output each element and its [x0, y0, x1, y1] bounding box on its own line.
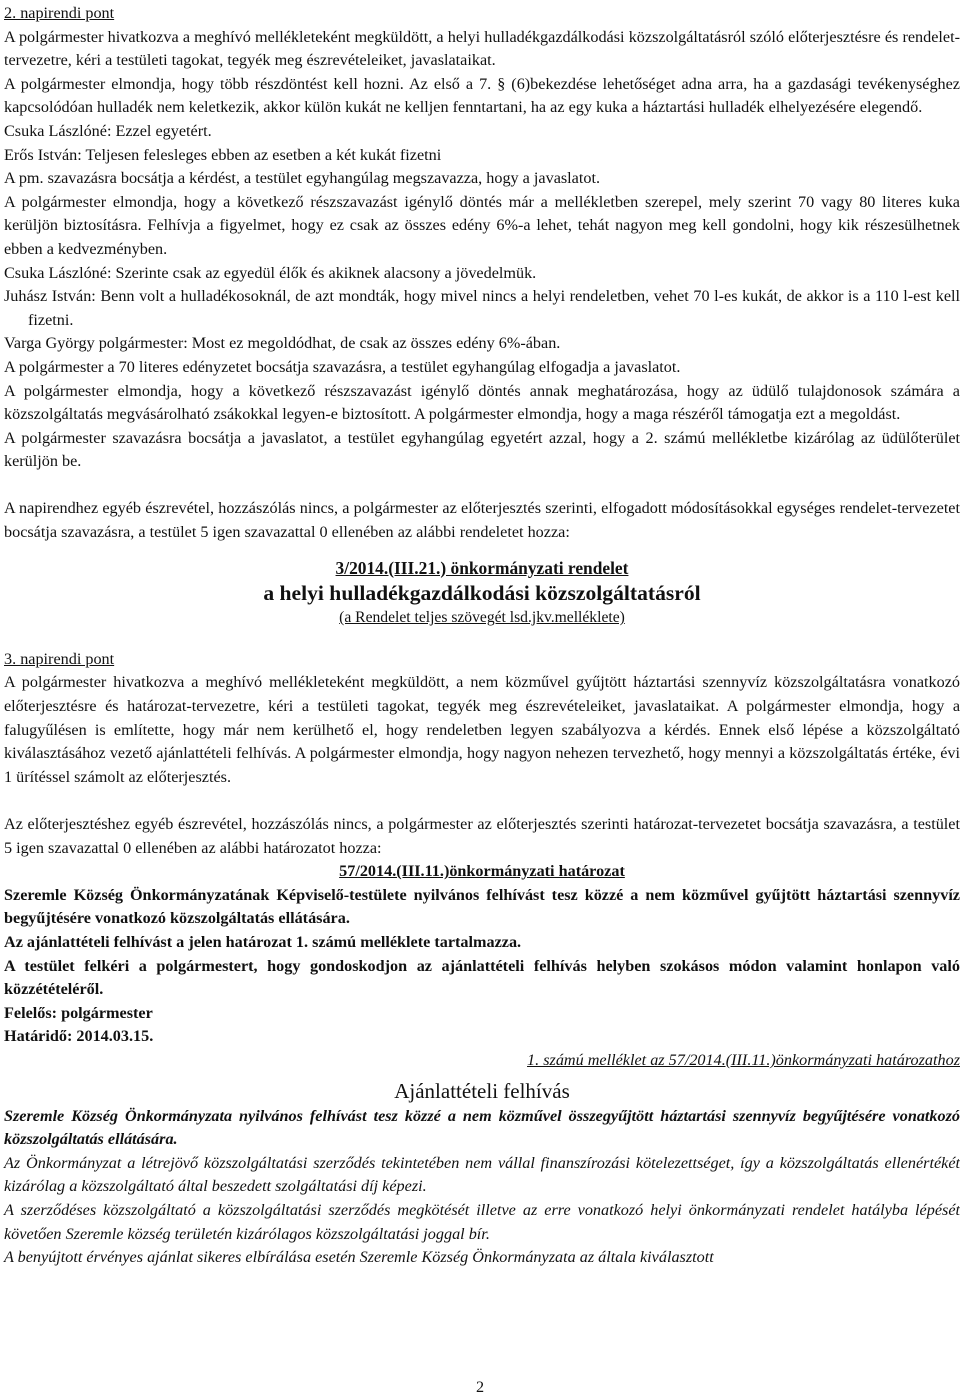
decree-note: (a Rendelet teljes szövegét lsd.jkv.melléklete): [339, 609, 625, 627]
paragraph: A polgármester hivatkozva a meghívó mellékleteként megküldött, a helyi hulladékgazdálkodási közszolgáltatásról szóló előterjesztésre és rendelet-tervezetre, kéri a testületi tagokat, tegyék meg észrevételeiket, javaslataikat.: [4, 27, 960, 70]
resolution-number: 57/2014.(III.11.)önkormányzati határozat: [339, 862, 625, 881]
deadline: Határidő: 2014.03.15.: [4, 1027, 154, 1046]
resolution-text: Szeremle Község Önkormányzatának Képviselő-testülete nyilvános felhívást tesz közzé a nem közművel gyűjtött háztartási szennyvíz begyűjtésére vonatkozó közszolgáltatás ellátására.: [4, 885, 960, 928]
annex-reference: 1. számú melléklet az 57/2014.(III.11.)önkormányzati határozathoz: [527, 1050, 960, 1069]
resolution-text: Az ajánlattételi felhívást a jelen határozat 1. számú melléklete tartalmazza.: [4, 932, 522, 951]
paragraph: A polgármester a 70 literes edényzetet bocsátja szavazásra, a testület egyhangúlag elfogadja a javaslatot.: [4, 357, 681, 376]
page-number: 2: [475, 1378, 485, 1396]
resolution-text: A testület felkéri a polgármestert, hogy gondoskodjon az ajánlattételi felhívás helyben szokásos módon valamint honlapon való közzétételéről.: [4, 956, 960, 999]
decree-number: 3/2014.(III.21.) önkormányzati rendelet: [335, 557, 629, 578]
paragraph: A polgármester elmondja, hogy több részdöntést kell hozni. Az első a 7. § (6)bekezdése lehetőséget adna arra, ha a gazdasági tevékenységhez kapcsolódóan hulladék nem keletkezik, akkor külön kukát ne kelljen fenntartani, ha az egy kuka a háztartási hulladék elhelyezésére elegendő.: [4, 74, 960, 117]
paragraph: Csuka Lászlóné: Ezzel egyetért.: [4, 121, 212, 140]
paragraph: A napirendhez egyéb észrevétel, hozzászólás nincs, a polgármester az előterjesztés szerinti, elfogadott módosításokkal egységes rendelet-tervezetet bocsátja szavazásra, a testület 5 igen szavazattal 0 ellenében az alábbi rendeletet hozza:: [4, 499, 960, 542]
paragraph: A polgármester elmondja, hogy a következő részszavazást igénylő döntés már a mellékletben szerepel, mely szerint 70 vagy 80 literes kuka kerüljön biztosításra. Felhívja a figyelmet, hogy ez csak az összes edény 6%-a lehet, tehát nagyon meg kell gondolni, hogy kik részesülhetnek ebben a kedvezményben.: [4, 192, 960, 258]
paragraph: Varga György polgármester: Most ez megoldódhat, de csak az összes edény 6%-ában.: [4, 334, 561, 353]
paragraph: A polgármester szavazásra bocsátja a javaslatot, a testület egyhangúlag egyetért azzal, hogy a 2. számú mellékletbe kizárólag az üdülőterület kerüljön be.: [4, 428, 960, 471]
paragraph: Az előterjesztéshez egyéb észrevétel, hozzászólás nincs, a polgármester az előterjesztés szerinti határozat-tervezetet bocsátja szavazásra, a testület 5 igen szavazattal 0 ellenében az alábbi határozatot hozza:: [4, 815, 960, 857]
section-3-heading: 3. napirendi pont: [4, 649, 115, 668]
paragraph: A polgármester elmondja, hogy a következő részszavazást igénylő döntés annak meghatározása, hogy az üdülő tulajdonosok számára a közszolgáltatás megvásárolható zsákokkal legyen-e biztosított. A polgármester elmondja, hogy a maga részéről támogatja ezt a megoldást.: [4, 381, 960, 424]
document-page: [0, 2, 960, 1270]
section-2-heading: 2. napirendi pont: [4, 4, 115, 22]
paragraph: Juhász István: Benn volt a hulladékosoknál, de azt mondták, hogy mivel nincs a helyi rendeletben, vehet 70 l-es kukát, de akkor is a 110 l-est kell fizetni.: [4, 287, 960, 329]
decree-title: a helyi hulladékgazdálkodási közszolgáltatásról: [263, 581, 701, 606]
paragraph: A pm. szavazásra bocsátja a kérdést, a testület egyhangúlag megszavazza, hogy a javaslatot.: [4, 169, 600, 188]
annex-title: Ajánlattételi felhívás: [394, 1078, 570, 1103]
paragraph: Erős István: Teljesen felesleges ebben az esetben a két kukát fizetni: [4, 145, 442, 164]
responsible: Felelős: polgármester: [4, 1003, 153, 1022]
annex-paragraph: Szeremle Község Önkormányzata nyilvános felhívást tesz közzé a nem közművel összegyűjtött háztartási szennyvíz begyűjtésére vonatkozó közszolgáltatás ellátására.: [4, 1106, 960, 1149]
annex-paragraph: A szerződéses közszolgáltató a közszolgáltatási szerződés megkötését illetve az erre vonatkozó helyi önkormányzati rendelet hatályba lépését követően Szeremle község területén kizárólagos közszolgáltatási joggal bír.: [4, 1200, 960, 1243]
paragraph: Csuka Lászlóné: Szerinte csak az egyedül élők és akiknek alacsony a jövedelmük.: [4, 263, 537, 282]
paragraph: A polgármester hivatkozva a meghívó mellékleteként megküldött, a nem közművel gyűjtött háztartási szennyvíz közszolgáltatásra vonatkozó előterjesztésre és határozat-tervezetre, kéri a testületi tagokat, tegyék meg észrevételeiket, javaslataikat. A polgármester elmondja, hogy a falugyűlésen is említette, hogy már nem kerülhető el, hogy rendeletben legyen szabályozva a kérdés. Ennek első lépése a közszolgáltató kiválasztásához vezető ajánlattételi felhívás. A polgármester elmondja, hogy nagyon nehezen tervezhető, hogy mennyi a közszolgáltatás értéke, évi 1 ürítéssel számolt az előterjesztés.: [4, 673, 960, 786]
annex-paragraph: A benyújtott érvényes ajánlat sikeres elbírálása esetén Szeremle Község Önkormányzata az általa kiválasztott: [4, 1248, 714, 1267]
annex-paragraph: Az Önkormányzat a létrejövő közszolgáltatási szerződés tekintetében nem vállal finanszírozási kötelezettséget, így a közszolgáltatás ellenértékét kizárólag a közszolgáltató által beszedett szolgáltatási díj képezi.: [4, 1153, 960, 1196]
